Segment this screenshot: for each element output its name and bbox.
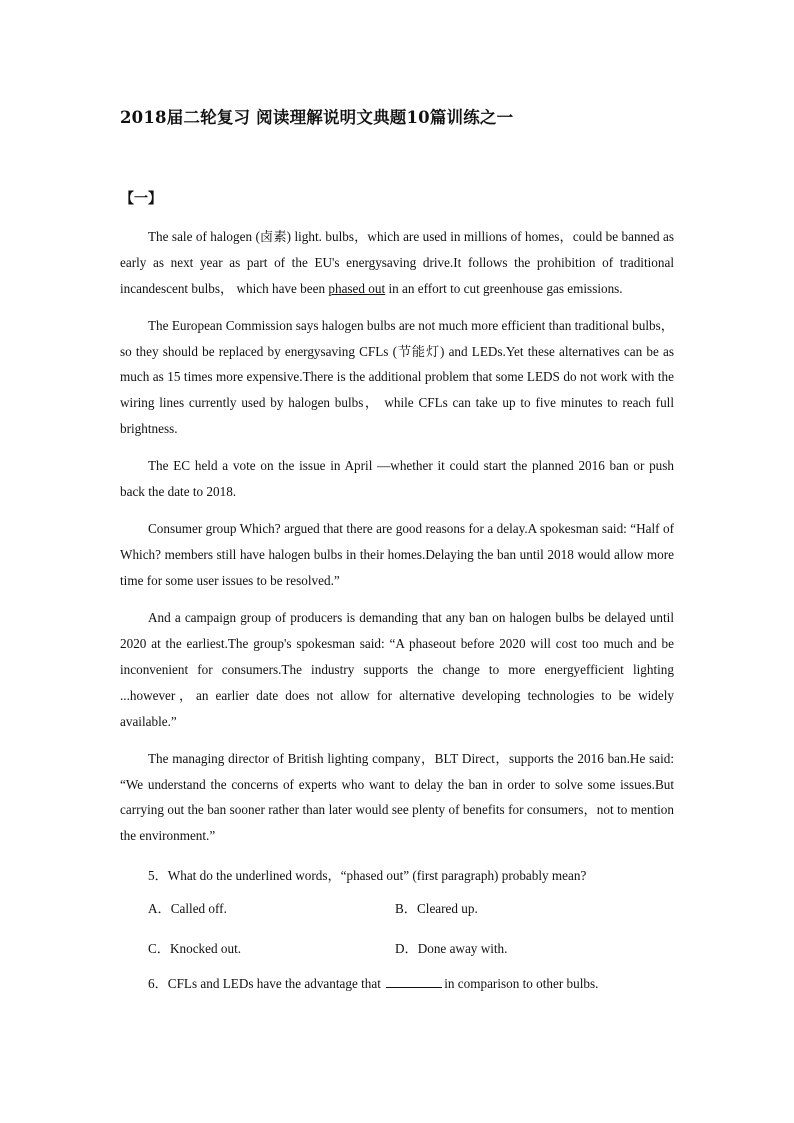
paragraph-1-text-a: The sale of halogen (卤素) light. bulbs，which are used in millions of homes，could be banned as early as next year as part of the EU's energysaving drive.It follows the prohibition of traditional incandescent bulbs， which have been bbox=[120, 229, 674, 296]
paragraph-5: And a campaign group of producers is demanding that any ban on halogen bulbs be delayed until 2020 at the earliest.The group's spokesman said: “A phaseout before 2020 will cost too much and be inconvenient for consumers.The industry supports the change to more energyefficient lighting ...however，an earlier date does not allow for alternative developing technologies to be widely available.” bbox=[120, 610, 674, 729]
document-title: 2018届二轮复习 阅读理解说明文典题10篇训练之一 bbox=[120, 108, 514, 127]
section-label: 【一】 bbox=[120, 191, 162, 207]
option-c: C．Knocked out. bbox=[148, 940, 242, 956]
question-6 bbox=[120, 971, 674, 997]
underlined-phrase: phased out bbox=[328, 280, 386, 296]
paragraph-1-text-b: in an effort to cut greenhouse gas emissions. bbox=[385, 280, 623, 296]
question-5: 5．What do the underlined words，“phased out” (first paragraph) probably mean? bbox=[148, 868, 587, 884]
question-6-text-a: 6．CFLs and LEDs have the advantage that bbox=[148, 975, 385, 991]
option-a: A．Called off. bbox=[148, 900, 227, 916]
question-5-options-row-2 bbox=[120, 929, 674, 969]
option-b: B．Cleared up. bbox=[395, 900, 478, 916]
option-d: D．Done away with. bbox=[395, 940, 508, 956]
passage bbox=[120, 224, 674, 997]
paragraph-3: The EC held a vote on the issue in April —whether it could start the planned 2016 ban or push back the date to 2018. bbox=[120, 458, 674, 500]
question-6-text-b: in comparison to other bulbs. bbox=[444, 975, 599, 991]
question-5-options-row-1 bbox=[120, 889, 674, 929]
paragraph-4: Consumer group Which? argued that there are good reasons for a delay.A spokesman said: “Half of Which? members still have halogen bulbs in their homes.Delaying the ban until 2018 would allow more time for some user issues to be resolved.” bbox=[120, 521, 674, 589]
paragraph-6: The managing director of British lighting company，BLT Direct，supports the 2016 ban.He said: “We understand the concerns of experts who want to delay the ban in order to solve some issues.But carrying out the ban sooner rather than later would see plenty of benefits for consumers，not to mention the environment.” bbox=[120, 750, 674, 844]
paragraph-1 bbox=[120, 224, 674, 301]
paragraph-2: The European Commission says halogen bulbs are not much more efficient than traditional bulbs，so they should be replaced by energysaving CFLs (节能灯) and LEDs.Yet these alternatives can be as much as 15 times more expensive.There is the additional problem that some LEDS do not work with the wiring lines currently used by halogen bulbs， while CFLs can take up to five minutes to reach full brightness. bbox=[120, 317, 674, 437]
answer-blank bbox=[386, 974, 442, 988]
